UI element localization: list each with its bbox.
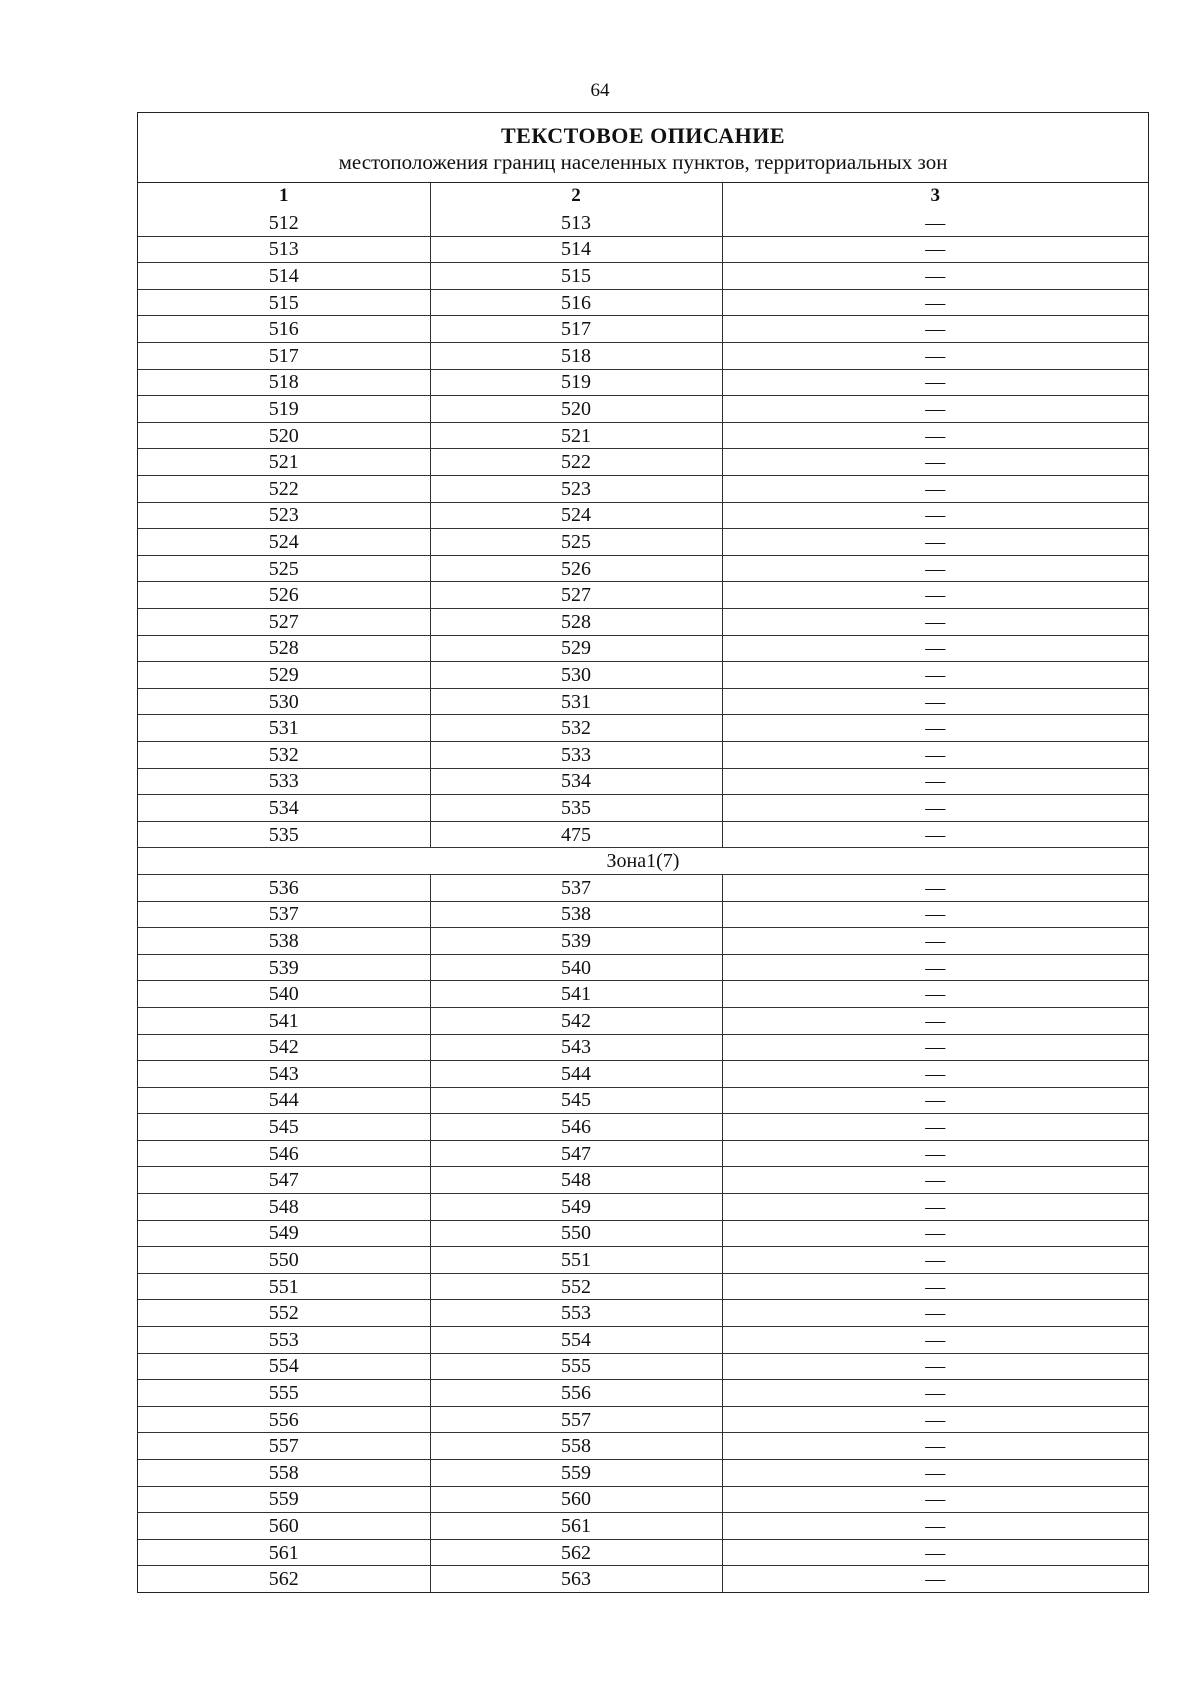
note-cell: —: [722, 901, 1148, 928]
end-point-cell: 526: [430, 555, 722, 582]
note-cell: —: [722, 1300, 1148, 1327]
table-row: [138, 1247, 1148, 1274]
start-point-cell: 540: [138, 981, 430, 1008]
note-cell: —: [925, 1568, 946, 1591]
table-row: [138, 1539, 1148, 1566]
table-row: [138, 1327, 1148, 1354]
start-point-cell: 530: [138, 688, 430, 715]
note-cell: —: [722, 662, 1148, 689]
table-row: [138, 635, 1148, 662]
note-cell: —: [722, 1433, 1148, 1460]
start-point-cell: 543: [138, 1061, 430, 1088]
end-point-cell: 554: [430, 1327, 722, 1354]
end-point-cell: 541: [430, 981, 722, 1008]
start-point-cell: 553: [138, 1327, 430, 1354]
table-row: [138, 1486, 1148, 1513]
end-point-cell: 531: [430, 688, 722, 715]
note-cell: —: [722, 635, 1148, 662]
table-row: [138, 768, 1148, 795]
table-row: [138, 981, 1148, 1008]
start-point-cell: 533: [138, 768, 430, 795]
table-row: [138, 369, 1148, 396]
table-row: [138, 1220, 1148, 1247]
end-point-cell: 521: [430, 422, 722, 449]
end-point-cell: 550: [430, 1220, 722, 1247]
note-cell: —: [722, 369, 1148, 396]
note-cell: —: [722, 715, 1148, 742]
table-header-row: [138, 183, 1148, 210]
end-point-cell: 545: [430, 1087, 722, 1114]
end-point-cell: 520: [430, 396, 722, 423]
end-point-cell: 527: [430, 582, 722, 609]
end-point-cell: 551: [430, 1247, 722, 1274]
note-cell: —: [722, 476, 1148, 503]
end-point-cell: 523: [430, 476, 722, 503]
end-point-cell: 518: [430, 343, 722, 370]
end-point-cell: 528: [430, 609, 722, 636]
start-point-cell: 558: [138, 1460, 430, 1487]
table-row: [138, 422, 1148, 449]
table-row: [138, 529, 1148, 556]
end-point-cell: 532: [430, 715, 722, 742]
start-point-cell: 523: [138, 502, 430, 529]
note-cell: —: [722, 609, 1148, 636]
start-point-cell: 526: [138, 582, 430, 609]
start-point-cell: 562: [138, 1566, 430, 1593]
end-point-cell: 529: [430, 635, 722, 662]
end-point-cell: 534: [430, 768, 722, 795]
note-cell: —: [722, 263, 1148, 290]
note-cell: —: [722, 1539, 1148, 1566]
note-cell: —: [722, 1406, 1148, 1433]
note-cell: —: [722, 1061, 1148, 1088]
start-point-cell: 514: [138, 263, 430, 290]
table-row: [138, 901, 1148, 928]
note-cell: —: [722, 1486, 1148, 1513]
note-cell: —: [722, 582, 1148, 609]
note-cell: —: [722, 343, 1148, 370]
start-point-cell: 527: [138, 609, 430, 636]
end-point-cell: 552: [430, 1273, 722, 1300]
start-point-cell: 522: [138, 476, 430, 503]
column-header-2: 2: [430, 183, 722, 210]
end-point-cell: 517: [430, 316, 722, 343]
start-point-cell: 512: [138, 210, 430, 237]
table-row: [138, 1566, 1148, 1593]
note-cell: —: [722, 1247, 1148, 1274]
table-row: [138, 263, 1148, 290]
table-row: [138, 1406, 1148, 1433]
end-point-cell: 515: [430, 263, 722, 290]
start-point-cell: 542: [138, 1034, 430, 1061]
note-cell: —: [722, 1087, 1148, 1114]
start-point-cell: 556: [138, 1406, 430, 1433]
table-row: [138, 954, 1148, 981]
table-row: [138, 928, 1148, 955]
end-point-cell: 549: [430, 1194, 722, 1221]
note-cell: —: [722, 555, 1148, 582]
end-point-cell: 557: [430, 1406, 722, 1433]
end-point-cell: 546: [430, 1114, 722, 1141]
table-row: [138, 476, 1148, 503]
note-cell: —: [722, 449, 1148, 476]
table-body: [138, 210, 1148, 1593]
note-cell: —: [722, 741, 1148, 768]
end-point-cell: 556: [430, 1380, 722, 1407]
note-cell: —: [722, 1114, 1148, 1141]
start-point-cell: 525: [138, 555, 430, 582]
note-cell: —: [722, 688, 1148, 715]
table-row: [138, 1353, 1148, 1380]
table-row: [138, 795, 1148, 822]
start-point-cell: 513: [138, 236, 430, 263]
table-row: [138, 502, 1148, 529]
start-point-cell: 552: [138, 1300, 430, 1327]
table-row: [138, 1061, 1148, 1088]
start-point-cell: 532: [138, 741, 430, 768]
start-point-cell: 528: [138, 635, 430, 662]
note-cell: —: [722, 316, 1148, 343]
end-point-cell: 553: [430, 1300, 722, 1327]
start-point-cell: 535: [138, 821, 430, 848]
table-row: [138, 1007, 1148, 1034]
start-point-cell: 521: [138, 449, 430, 476]
note-cell: —: [722, 1460, 1148, 1487]
end-point-cell: 537: [430, 874, 722, 901]
boundary-description-sheet: [137, 112, 1149, 1593]
table-row: [138, 555, 1148, 582]
end-point-cell: 563: [430, 1566, 722, 1593]
table-row: [138, 1034, 1148, 1061]
start-point-cell: 551: [138, 1273, 430, 1300]
start-point-cell: 536: [138, 874, 430, 901]
table-row: [138, 662, 1148, 689]
section-label: Зона1(7): [138, 848, 1148, 875]
table-row: [138, 688, 1148, 715]
start-point-cell: 516: [138, 316, 430, 343]
section-row: [138, 848, 1148, 875]
start-point-cell: 515: [138, 289, 430, 316]
note-cell: —: [722, 210, 1148, 237]
table-row: [138, 715, 1148, 742]
note-cell: —: [722, 422, 1148, 449]
end-point-cell: 524: [430, 502, 722, 529]
end-point-cell: 514: [430, 236, 722, 263]
note-cell: —: [722, 502, 1148, 529]
note-cell: —: [722, 529, 1148, 556]
end-point-cell: 544: [430, 1061, 722, 1088]
start-point-cell: 550: [138, 1247, 430, 1274]
table-row: [138, 449, 1148, 476]
start-point-cell: 557: [138, 1433, 430, 1460]
note-cell: —: [722, 981, 1148, 1008]
note-cell: —: [722, 928, 1148, 955]
end-point-cell: 533: [430, 741, 722, 768]
note-cell: —: [722, 954, 1148, 981]
table-row: [138, 289, 1148, 316]
boundary-points-table: [138, 183, 1148, 1592]
start-point-cell: 561: [138, 1539, 430, 1566]
note-cell: —: [722, 874, 1148, 901]
column-header-3: 3: [930, 185, 940, 207]
table-row: [138, 396, 1148, 423]
document-title: ТЕКСТОВОЕ ОПИСАНИЕ: [500, 123, 785, 148]
table-row: [138, 1167, 1148, 1194]
column-header-1: 1: [138, 183, 430, 210]
end-point-cell: 530: [430, 662, 722, 689]
end-point-cell: 540: [430, 954, 722, 981]
table-row: [138, 874, 1148, 901]
table-row: [138, 582, 1148, 609]
start-point-cell: 534: [138, 795, 430, 822]
start-point-cell: 549: [138, 1220, 430, 1247]
table-row: [138, 1140, 1148, 1167]
start-point-cell: 554: [138, 1353, 430, 1380]
note-cell: —: [722, 289, 1148, 316]
end-point-cell: 543: [430, 1034, 722, 1061]
note-cell: —: [722, 1273, 1148, 1300]
end-point-cell: 525: [430, 529, 722, 556]
end-point-cell: 522: [430, 449, 722, 476]
note-cell: —: [722, 795, 1148, 822]
document-subtitle: местоположения границ населенных пунктов, территориальных зон: [338, 150, 948, 174]
end-point-cell: 539: [430, 928, 722, 955]
table-row: [138, 1300, 1148, 1327]
end-point-cell: 548: [430, 1167, 722, 1194]
table-row: [138, 210, 1148, 237]
start-point-cell: 519: [138, 396, 430, 423]
start-point-cell: 529: [138, 662, 430, 689]
table-row: [138, 609, 1148, 636]
start-point-cell: 531: [138, 715, 430, 742]
start-point-cell: 555: [138, 1380, 430, 1407]
end-point-cell: 475: [430, 821, 722, 848]
start-point-cell: 545: [138, 1114, 430, 1141]
start-point-cell: 541: [138, 1007, 430, 1034]
table-row: [138, 1114, 1148, 1141]
note-cell: —: [722, 1220, 1148, 1247]
note-cell: —: [722, 1140, 1148, 1167]
note-cell: —: [722, 1353, 1148, 1380]
end-point-cell: 513: [430, 210, 722, 237]
note-cell: —: [722, 821, 1148, 848]
table-row: [138, 316, 1148, 343]
note-cell: —: [722, 1034, 1148, 1061]
note-cell: —: [722, 1327, 1148, 1354]
page-number: 64: [590, 80, 610, 101]
end-point-cell: 562: [430, 1539, 722, 1566]
table-row: [138, 821, 1148, 848]
end-point-cell: 558: [430, 1433, 722, 1460]
table-row: [138, 741, 1148, 768]
table-row: [138, 236, 1148, 263]
start-point-cell: 520: [138, 422, 430, 449]
note-cell: —: [722, 1167, 1148, 1194]
table-row: [138, 1273, 1148, 1300]
note-cell: —: [722, 236, 1148, 263]
note-cell: —: [722, 1513, 1148, 1540]
start-point-cell: 518: [138, 369, 430, 396]
end-point-cell: 559: [430, 1460, 722, 1487]
end-point-cell: 535: [430, 795, 722, 822]
table-row: [138, 343, 1148, 370]
note-cell: —: [722, 1007, 1148, 1034]
start-point-cell: 546: [138, 1140, 430, 1167]
end-point-cell: 516: [430, 289, 722, 316]
end-point-cell: 560: [430, 1486, 722, 1513]
start-point-cell: 547: [138, 1167, 430, 1194]
start-point-cell: 544: [138, 1087, 430, 1114]
table-row: [138, 1513, 1148, 1540]
start-point-cell: 559: [138, 1486, 430, 1513]
end-point-cell: 542: [430, 1007, 722, 1034]
title-block: [138, 113, 1148, 183]
table-row: [138, 1460, 1148, 1487]
note-cell: —: [722, 1194, 1148, 1221]
start-point-cell: 538: [138, 928, 430, 955]
start-point-cell: 539: [138, 954, 430, 981]
table-row: [138, 1087, 1148, 1114]
end-point-cell: 519: [430, 369, 722, 396]
note-cell: —: [722, 396, 1148, 423]
table-row: [138, 1194, 1148, 1221]
start-point-cell: 560: [138, 1513, 430, 1540]
end-point-cell: 561: [430, 1513, 722, 1540]
note-cell: —: [722, 1380, 1148, 1407]
table-row: [138, 1433, 1148, 1460]
end-point-cell: 538: [430, 901, 722, 928]
end-point-cell: 555: [430, 1353, 722, 1380]
start-point-cell: 548: [138, 1194, 430, 1221]
start-point-cell: 524: [138, 529, 430, 556]
start-point-cell: 537: [138, 901, 430, 928]
end-point-cell: 547: [430, 1140, 722, 1167]
table-row: [138, 1380, 1148, 1407]
note-cell: —: [722, 768, 1148, 795]
start-point-cell: 517: [138, 343, 430, 370]
